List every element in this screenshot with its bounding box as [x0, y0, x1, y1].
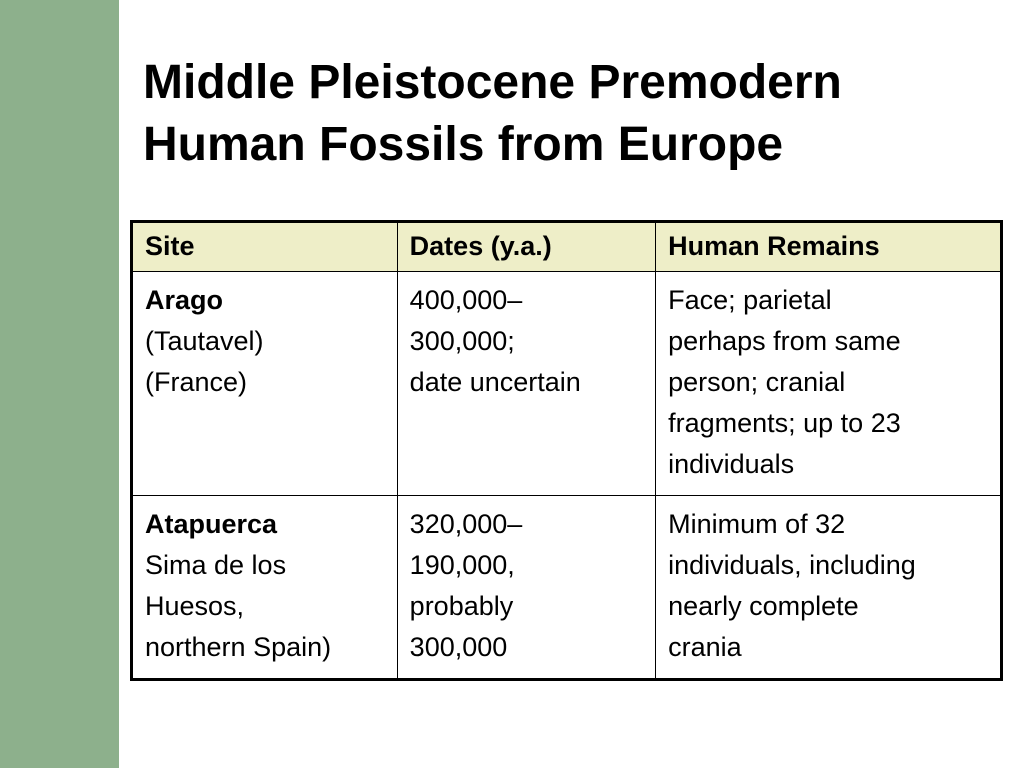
side-accent-bar	[0, 0, 119, 768]
header-site: Site	[132, 222, 398, 272]
remains-line: individuals	[668, 449, 795, 479]
title-line: Human Fossils from Europe	[143, 118, 784, 171]
site-detail-line: Sima de los	[145, 550, 287, 580]
remains-line: Minimum of 32	[668, 509, 846, 539]
site-detail-line: Huesos,	[145, 591, 245, 621]
table-row	[132, 496, 1002, 680]
date-line: 300,000	[409, 632, 508, 662]
remains-line: nearly complete	[668, 591, 859, 621]
remains-line: fragments; up to 23	[668, 408, 901, 438]
header-remains: Human Remains	[656, 222, 1002, 272]
fossil-table	[130, 220, 1003, 681]
table-row	[132, 272, 1002, 496]
remains-line: individuals, including	[668, 550, 916, 580]
site-detail-line: northern Spain)	[145, 632, 332, 662]
remains-line: perhaps from same	[668, 326, 901, 356]
cell-remains	[656, 272, 1002, 496]
header-dates: Dates (y.a.)	[397, 222, 655, 272]
date-line: probably	[409, 591, 514, 621]
table-header-row	[132, 222, 1002, 272]
date-line: 320,000–	[409, 509, 523, 539]
site-name: Atapuerca	[145, 509, 278, 539]
slide-title	[143, 52, 1003, 176]
remains-line: Face; parietal	[668, 285, 832, 315]
remains-line: crania	[668, 632, 742, 662]
cell-site	[132, 496, 398, 680]
date-line: 300,000;	[409, 326, 515, 356]
site-name: Arago	[145, 285, 224, 315]
cell-site	[132, 272, 398, 496]
date-line: 190,000,	[409, 550, 515, 580]
date-line: 400,000–	[409, 285, 523, 315]
site-detail-line: (France)	[145, 367, 248, 397]
date-line: date uncertain	[409, 367, 581, 397]
cell-dates	[397, 272, 655, 496]
cell-dates	[397, 496, 655, 680]
site-detail-line: (Tautavel)	[145, 326, 264, 356]
cell-remains	[656, 496, 1002, 680]
remains-line: person; cranial	[668, 367, 846, 397]
title-line: Middle Pleistocene Premodern	[143, 56, 842, 109]
